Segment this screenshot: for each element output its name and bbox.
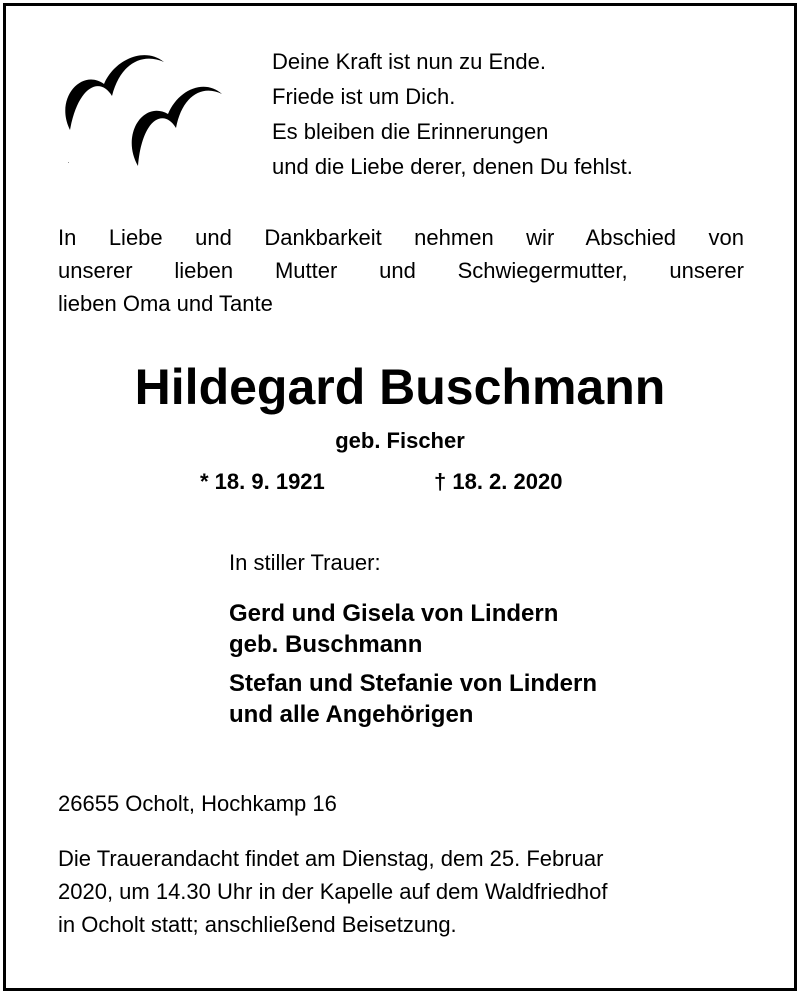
deceased-name: Hildegard Buschmann — [134, 359, 666, 415]
bird-icon — [132, 87, 222, 166]
death-date: † 18. 2. 2020 — [434, 469, 563, 494]
mourning-label: In stiller Trauer: — [229, 550, 381, 575]
poem-line: Deine Kraft ist nun zu Ende. — [272, 49, 546, 74]
mourners-list — [229, 598, 597, 738]
poem-line: Es bleiben die Erinnerungen — [272, 119, 549, 144]
mourner-line: und alle Angehörigen — [229, 701, 474, 728]
poem-line: Friede ist um Dich. — [272, 84, 456, 109]
mourner-line: geb. Buschmann — [229, 631, 423, 658]
intro-line: unserer lieben Mutter und Schwiegermutter, unserer — [58, 258, 744, 283]
mourner-group — [229, 598, 597, 660]
birth-name: geb. Fischer — [335, 428, 465, 453]
service-info — [58, 842, 742, 941]
birth-date: * 18. 9. 1921 — [200, 469, 325, 494]
flying-birds-icon — [52, 38, 232, 178]
mourner-line: Stefan und Stefanie von Lindern — [229, 670, 598, 697]
service-line: Die Trauerandacht findet am Dienstag, dem 25. Februar — [58, 846, 604, 871]
intro-line: In Liebe und Dankbarkeit nehmen wir Abschied von — [58, 225, 744, 250]
poem-line: und die Liebe derer, denen Du fehlst. — [272, 154, 633, 179]
mourner-group — [229, 668, 597, 730]
mourner-line: Gerd und Gisela von Lindern — [229, 600, 559, 627]
intro-text — [58, 221, 744, 320]
service-line: in Ocholt statt; anschließend Beisetzung. — [58, 912, 457, 937]
service-line: 2020, um 14.30 Uhr in der Kapelle auf dem Waldfriedhof — [58, 879, 608, 904]
poem — [272, 44, 633, 184]
address: 26655 Ocholt, Hochkamp 16 — [58, 791, 337, 816]
intro-line: lieben Oma und Tante — [58, 291, 273, 316]
